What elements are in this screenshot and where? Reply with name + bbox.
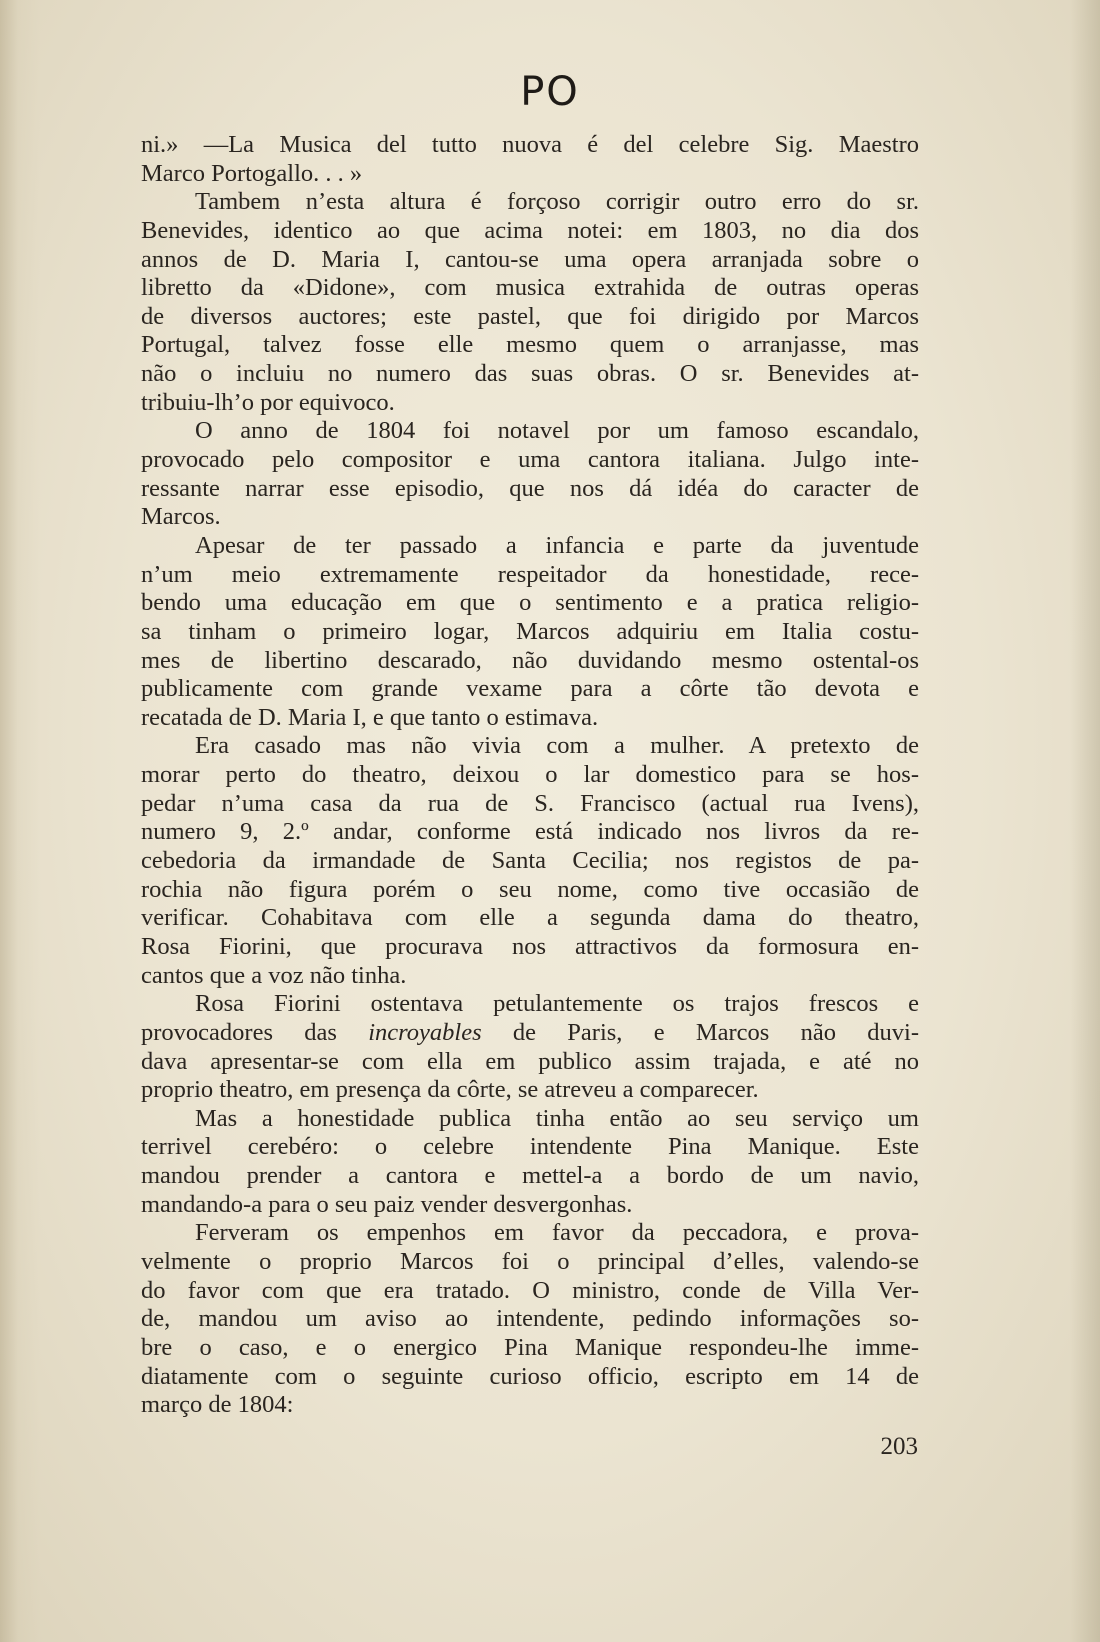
running-head: PO: [520, 69, 580, 115]
text-line: terrivel cerebéro: o celebre intendente Pina Manique. Este: [141, 1133, 919, 1161]
text-line: sa tinham o primeiro logar, Marcos adquiriu em Italia costu-: [141, 617, 919, 645]
text-line: Rosa Fiorini, que procurava nos attractivos da formosura en-: [141, 932, 919, 960]
text-line: diatamente com o seguinte curioso officio, escripto em 14 de: [141, 1362, 919, 1390]
body-text: [141, 131, 919, 1420]
text-line: ni.» —La Musica del tutto nuova é del celebre Sig. Maestro: [141, 131, 919, 158]
text-line: verificar. Cohabitava com elle a segunda dama do theatro,: [141, 904, 919, 932]
text-line: Marcos.: [141, 503, 221, 531]
text-line: mes de libertino descarado, não duvidando mesmo ostental-os: [141, 646, 919, 674]
text-line: Rosa Fiorini ostentava petulantemente os trajos frescos e: [195, 990, 919, 1018]
page-number: 203: [880, 1433, 918, 1460]
italic-term: incroyables: [368, 1018, 482, 1046]
text-line: Apesar de ter passado a infancia e parte da juventude: [195, 531, 919, 559]
text-line: n’um meio extremamente respeitador da honestidade, rece-: [141, 560, 919, 588]
text-line: bendo uma educação em que o sentimento e a pratica religio-: [141, 589, 919, 617]
text-line: Era casado mas não vivia com a mulher. A pretexto de: [195, 732, 919, 760]
text-line: março de 1804:: [141, 1391, 294, 1419]
text-line: bre o caso, e o energico Pina Manique respondeu-lhe imme-: [141, 1333, 919, 1361]
text-line: mandou prender a cantora e mettel-a a bordo de um navio,: [141, 1162, 919, 1190]
text-line: proprio theatro, em presença da côrte, se atreveu a comparecer.: [141, 1076, 759, 1104]
text-line: annos de D. Maria I, cantou-se uma opera arranjada sobre o: [141, 245, 919, 273]
text-line: libretto da «Didone», com musica extrahida de outras operas: [141, 274, 919, 302]
text-line: Marco Portogallo. . . »: [141, 159, 363, 187]
text-line: Portugal, talvez fosse elle mesmo quem o arranjasse, mas: [141, 331, 919, 359]
text-line: não o incluiu no numero das suas obras. O sr. Benevides at-: [141, 360, 919, 388]
text-line: Benevides, identico ao que acima notei: em 1803, no dia dos: [141, 216, 919, 244]
text-line: Tambem n’esta altura é forçoso corrigir outro erro do sr.: [195, 188, 919, 216]
text-line: ressante narrar esse episodio, que nos dá idéa do caracter de: [141, 474, 919, 502]
text-line: mandando-a para o seu paiz vender desvergonhas.: [141, 1190, 633, 1218]
text-line: de, mandou um aviso ao intendente, pedindo informações so-: [141, 1305, 919, 1333]
text-line: recatada de D. Maria I, e que tanto o estimava.: [141, 703, 599, 731]
text-line: numero 9, 2.º andar, conforme está indicado nos livros da re-: [141, 818, 919, 846]
text-line: pedar n’uma casa da rua de S. Francisco (actual rua Ivens),: [141, 789, 919, 817]
text-line: tribuiu-lh’o por equivoco.: [141, 388, 395, 416]
text-line: de diversos auctores; este pastel, que foi dirigido por Marcos: [141, 302, 919, 330]
text-line: provocadores das incroyables de Paris, e Marcos não duvi-: [141, 1018, 919, 1046]
text-line: cantos que a voz não tinha.: [141, 961, 407, 989]
text-line: morar perto do theatro, deixou o lar domestico para se hos-: [141, 761, 919, 789]
text-line: cebedoria da irmandade de Santa Cecilia; nos registos de pa-: [141, 847, 919, 875]
text-line: Ferveram os empenhos em favor da peccadora, e prova-: [195, 1219, 919, 1247]
text-line: dava apresentar-se com ella em publico assim trajada, e até no: [141, 1047, 919, 1075]
text-line: velmente o proprio Marcos foi o principal d’elles, valendo-se: [141, 1247, 919, 1275]
text-line: provocado pelo compositor e uma cantora italiana. Julgo inte-: [141, 446, 919, 474]
text-line: O anno de 1804 foi notavel por um famoso escandalo,: [195, 417, 919, 445]
text-line: do favor com que era tratado. O ministro, conde de Villa Ver-: [141, 1276, 919, 1304]
text-line: rochia não figura porém o seu nome, como tive occasião de: [141, 875, 919, 903]
text-line: Mas a honestidade publica tinha então ao seu serviço um: [195, 1104, 919, 1132]
text-line: publicamente com grande vexame para a côrte tão devota e: [141, 675, 919, 703]
